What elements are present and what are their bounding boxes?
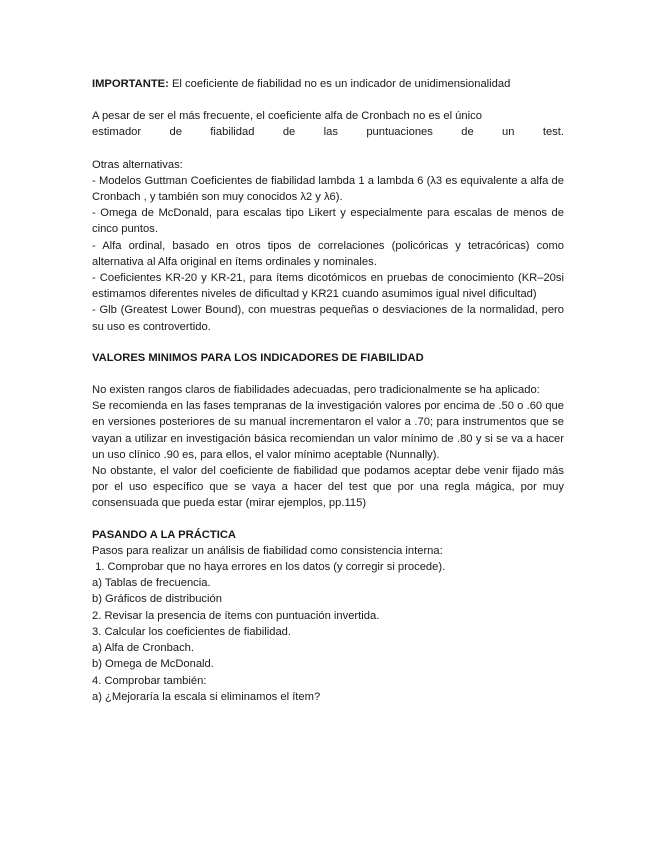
minimos-paragraph-1: No existen rangos claros de fiabilidades adecuadas, pero tradicionalmente se ha aplicado: [92, 384, 540, 397]
alternatives-section [92, 157, 564, 335]
practica-step: 2. Revisar la presencia de ítems con puntuación invertida. [92, 609, 380, 622]
cronbach-line-2: estimador de fiabilidad de las puntuaciones de un test. [92, 126, 564, 139]
minimos-heading: VALORES MINIMOS PARA LOS INDICADORES DE FIABILIDAD [92, 351, 424, 364]
alternative-item-glb: - Glb (Greatest Lower Bound), con muestras pequeñas o desviaciones de la normalidad, pero su uso es controvertido. [92, 304, 564, 333]
alternative-item-omega: - Omega de McDonald, para escalas tipo Likert y especialmente para escalas de menos de cinco puntos. [92, 207, 564, 236]
practica-step: 3. Calcular los coeficientes de fiabilidad. [92, 625, 291, 638]
practica-step: Pasos para realizar un análisis de fiabilidad como consistencia interna: [92, 544, 443, 557]
minimos-section [92, 382, 564, 512]
practica-step: b) Omega de McDonald. [92, 658, 214, 671]
practica-step: a) Alfa de Cronbach. [92, 642, 194, 655]
practica-steps [92, 543, 564, 705]
practica-step: b) Gráficos de distribución [92, 593, 222, 606]
important-text: El coeficiente de fiabilidad no es un indicador de unidimensionalidad [168, 78, 511, 90]
important-note [92, 76, 564, 92]
alternative-item-kr: - Coeficientes KR-20 y KR-21, para ítems dicotómicos en pruebas de conocimiento (KR–20si estimamos diferentes niveles de dificultad y KR21 cuando asumimos igual nivel dificultad) [92, 272, 564, 301]
practica-step: 4. Comprobar también: [92, 674, 207, 687]
practica-heading: PASANDO A LA PRÁCTICA [92, 528, 236, 541]
practica-step: a) Tablas de frecuencia. [92, 577, 211, 590]
important-label: IMPORTANTE: [92, 78, 169, 90]
alternatives-title: Otras alternativas: [92, 158, 183, 171]
alternative-item-alfa-ordinal: - Alfa ordinal, basado en otros tipos de correlaciones (policóricas y tetracóricas) como alternativa al Alfa original en ítems ordinales y nominales. [92, 239, 564, 268]
alternative-item-guttman: - Modelos Guttman Coeficientes de fiabilidad lambda 1 a lambda 6 (λ3 es equivalente a alfa de Cronbach , y también son muy conocidos λ2 y λ6). [92, 174, 564, 204]
cronbach-line-1: A pesar de ser el más frecuente, el coeficiente alfa de Cronbach no es el único [92, 110, 482, 123]
cronbach-paragraph [92, 108, 564, 140]
practica-step: a) ¿Mejoraría la escala si eliminamos el ítem? [92, 690, 321, 703]
minimos-paragraph-2: Se recomienda en las fases tempranas de la investigación valores por encima de .50 o .60 que en versiones posteriores de su manual incrementaron el valor a .70; para instrumentos que se vayan a utilizar en investigación básica recomiendan un valor mínimo de .80 y si se va a hacer un uso clínico .90 es, para ellos, el valor mínimo aceptable (Nunnally). [92, 400, 564, 461]
practica-step: 1. Comprobar que no haya errores en los datos (y corregir si procede). [92, 561, 446, 574]
document-page [92, 76, 564, 705]
minimos-paragraph-3: No obstante, el valor del coeficiente de fiabilidad que podamos aceptar debe venir fijado más por el uso específico que se vaya a hacer del test que por una regla mágica, por muy consensuada que pueda estar (mirar ejemplos, pp.115) [92, 465, 564, 510]
